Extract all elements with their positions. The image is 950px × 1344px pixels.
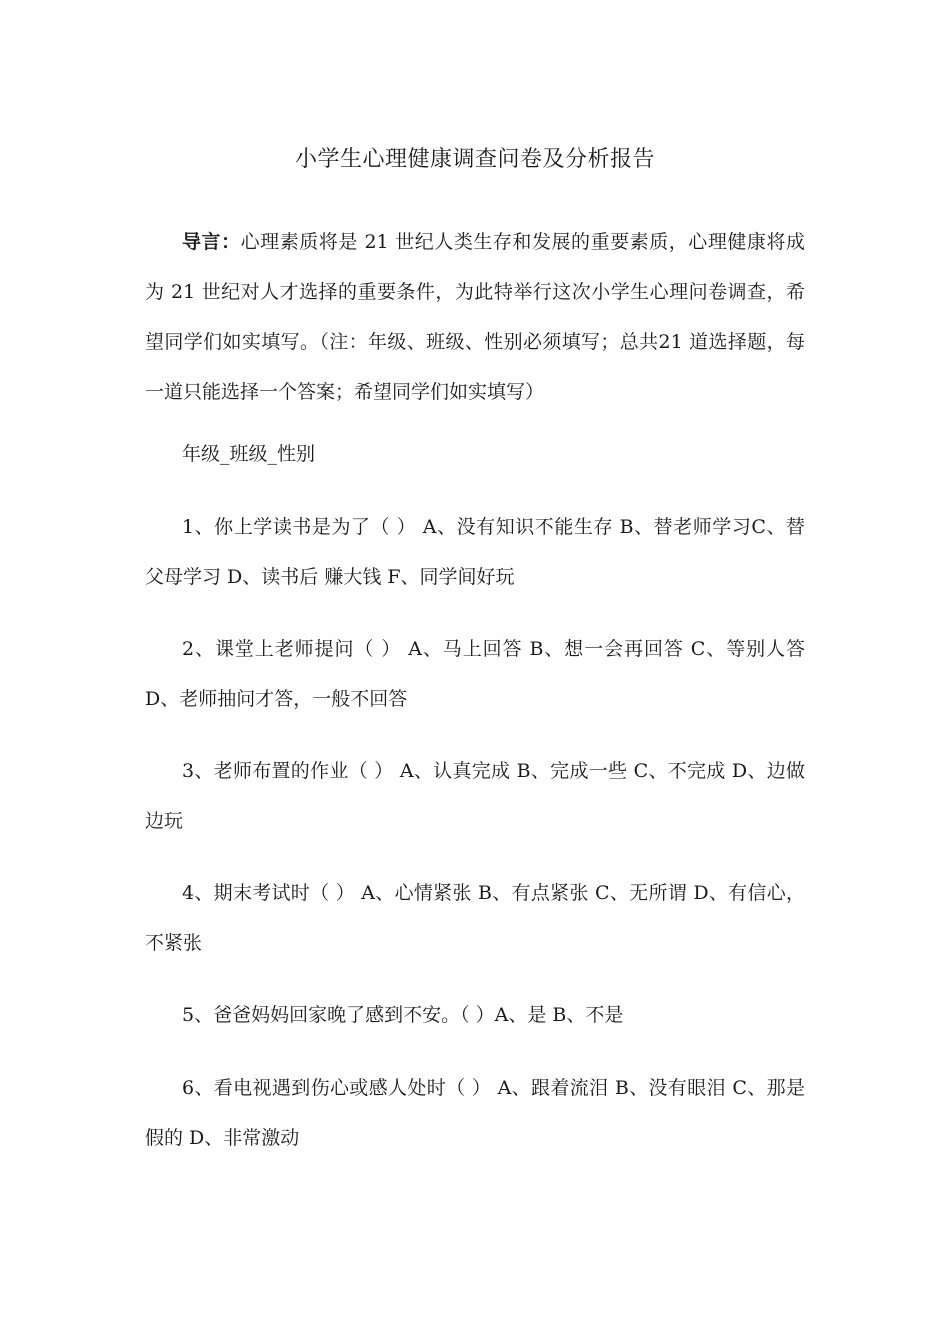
intro-lead: 导言： — [182, 231, 241, 253]
question-6: 6、看电视遇到伤心或感人处时（ ） A、跟着流泪 B、没有眼泪 C、那是假的 D、非常激动 — [145, 1077, 805, 1149]
question-2: 2、课堂上老师提问（ ） A、马上回答 B、想一会再回答 C、等别人答 D、老师抽问才答，一般不回答 — [145, 638, 805, 710]
document-title: 小学生心理健康调查问卷及分析报告 — [294, 147, 655, 172]
question-1: 1、你上学读书是为了（ ） A、没有知识不能生存 B、替老师学习C、替父母学习 D、读书后 赚大钱 F、同学间好玩 — [145, 516, 805, 588]
question-3: 3、老师布置的作业（ ） A、认真完成 B、完成一些 C、不完成 D、边做边玩 — [145, 760, 805, 832]
question-5: 5、爸爸妈妈回家晚了感到不安。（ ）A、是 B、不是 — [182, 1004, 624, 1026]
question-4: 4、期末考试时（ ） A、心情紧张 B、有点紧张 C、无所谓 D、有信心，不紧张 — [145, 882, 805, 954]
intro-body: 心理素质将是 21 世纪人类生存和发展的重要素质，心理健康将成为 21 世纪对人才选择的重要条件，为此特举行这次小学生心理问卷调查，希望同学们如实填写。（注：年级、班级、性别必须填写；总共21 道选择题，每一道只能选择一个答案；希望同学们如实填写） — [145, 231, 805, 403]
grade-class-gender-line: 年级_班级_性别 — [182, 443, 316, 465]
intro-paragraph — [145, 217, 805, 417]
